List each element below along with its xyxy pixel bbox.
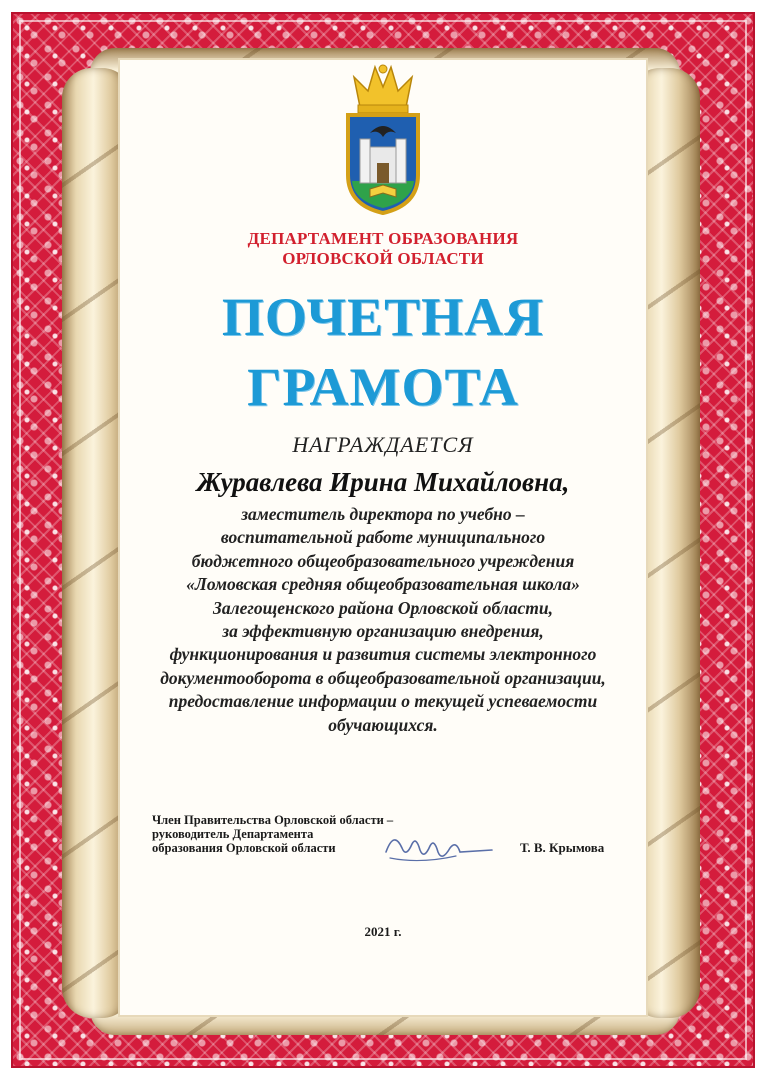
awarded-label: НАГРАЖДАЕТСЯ — [292, 432, 474, 457]
award-description — [120, 503, 646, 737]
issue-year: 2021 г. — [364, 924, 402, 939]
department-name-line-2: ОРЛОВСКОЙ ОБЛАСТИ — [282, 249, 484, 268]
signatory-position — [152, 813, 393, 855]
description-line: функционирования и развития системы электронного — [169, 644, 597, 665]
coat-of-arms-icon — [330, 55, 436, 215]
signatory-position-line: образования Орловской области — [152, 841, 336, 855]
signatory-position-line: Член Правительства Орловской области – — [152, 813, 394, 827]
description-line: документооборота в общеобразовательной организации, — [160, 667, 606, 688]
description-line: за эффективную организацию внедрения, — [222, 620, 544, 641]
description-line: «Ломовская средняя общеобразовательная школа» — [186, 574, 580, 595]
handwritten-signature-icon — [380, 822, 500, 870]
recipient-name: Журавлева Ирина Михайловна, — [196, 467, 570, 497]
description-line: воспитательной работе муниципального — [220, 527, 546, 548]
description-line: предоставление информации о текущей успеваемости — [168, 691, 598, 712]
title-line-2: ГРАМОТА — [247, 357, 519, 417]
description-line: бюджетного общеобразовательного учреждения — [191, 550, 575, 571]
signatory-name: Т. В. Крымова — [520, 840, 605, 855]
title-line-1: ПОЧЕТНАЯ — [221, 287, 545, 347]
description-line: Залегощенского района Орловской области, — [213, 597, 553, 618]
description-line: обучающихся. — [328, 714, 438, 735]
description-line: заместитель директора по учебно – — [241, 504, 525, 524]
department-name-line-1: ДЕПАРТАМЕНТ ОБРАЗОВАНИЯ — [247, 229, 519, 248]
signatory-position-line: руководитель Департамента — [152, 827, 314, 841]
